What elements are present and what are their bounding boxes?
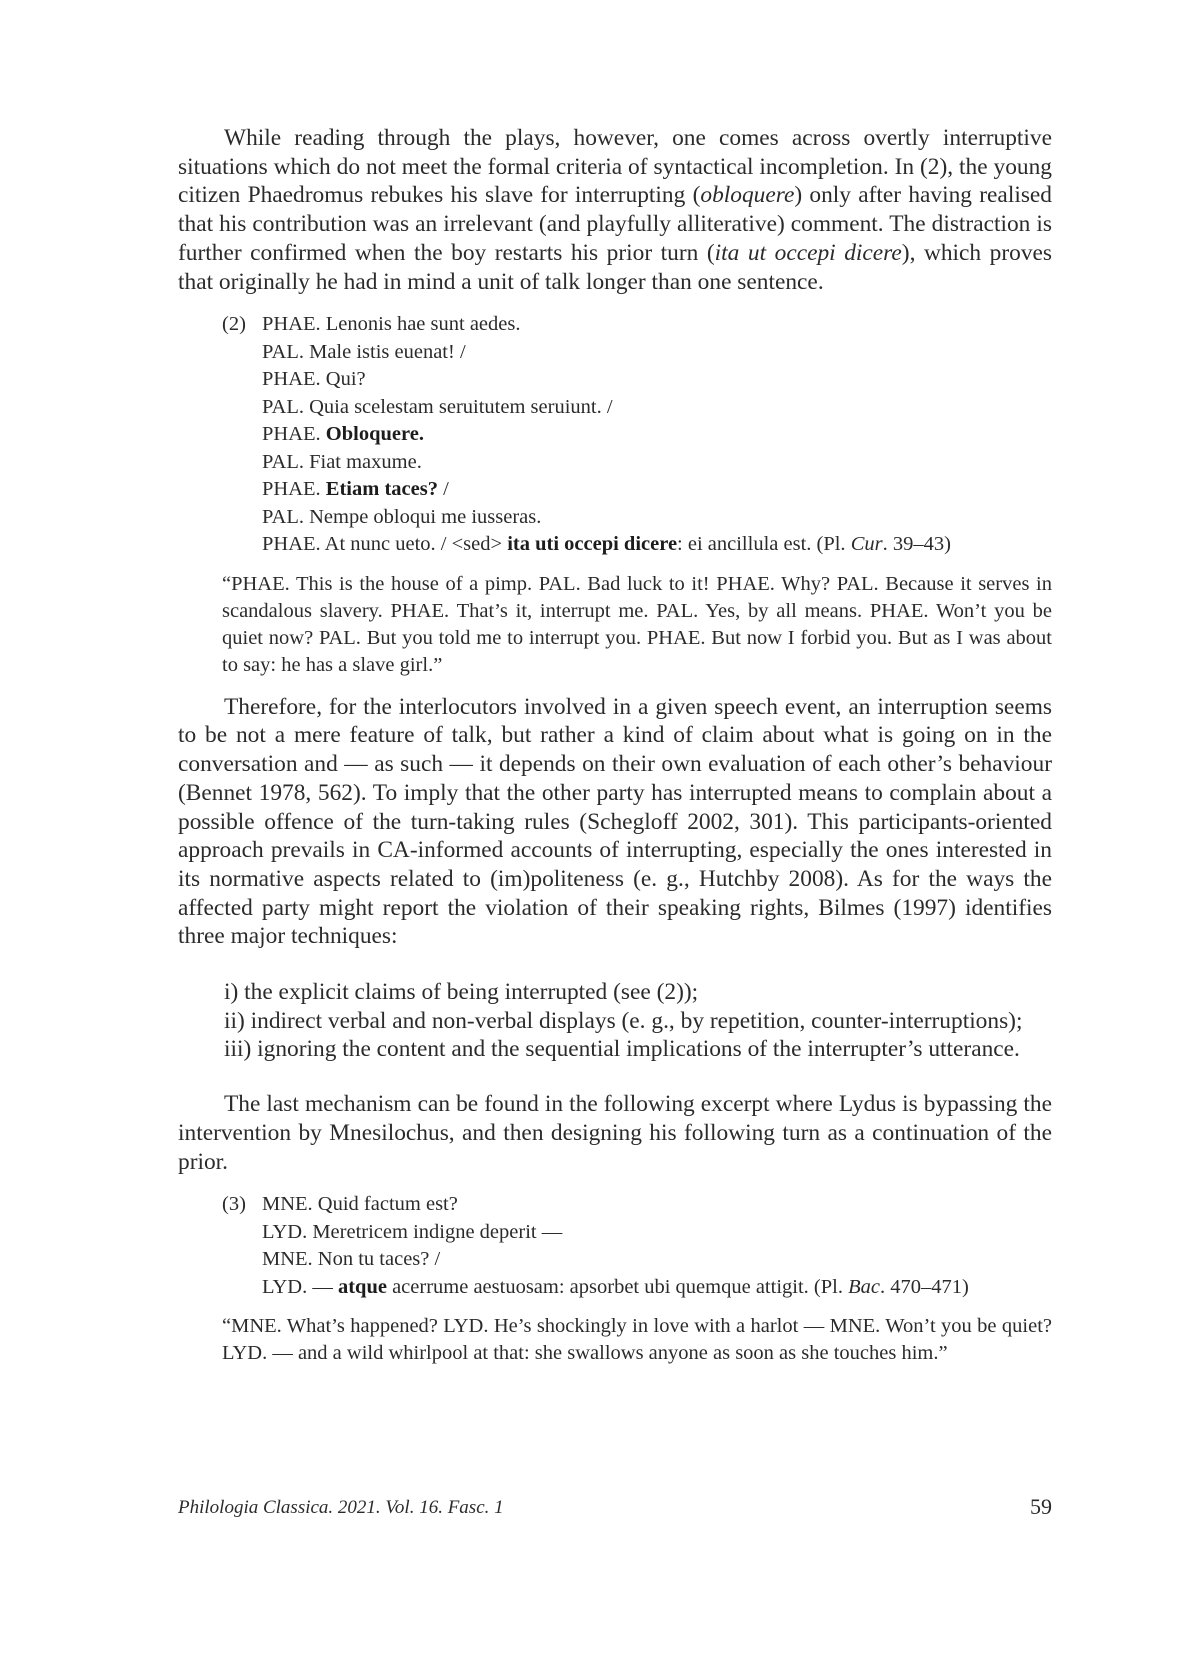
bold-phrase: Obloquere. xyxy=(325,423,424,446)
page-number: 59 xyxy=(1030,1494,1052,1519)
bold-phrase: atque xyxy=(337,1275,387,1298)
example-3 xyxy=(178,1191,1052,1301)
line-text: / xyxy=(437,478,449,501)
line-text: . 470–471) xyxy=(879,1275,969,1298)
techniques-list xyxy=(224,978,1052,1064)
speaker: PHAE. xyxy=(262,478,326,501)
translation-3: “MNE. What’s happened? LYD. He’s shockingly in love with a harlot — MNE. Won’t you be quiet? LYD. — and a wild whirlpool at that: she swallows anyone as soon as she touches him.” xyxy=(222,1315,1052,1365)
dialogue-line: PAL. Fiat maxume. xyxy=(262,450,422,473)
paragraph-text: ), which proves that originally he had in mind a unit of talk longer than one sentence. xyxy=(178,239,1053,295)
line-text: . 39–43) xyxy=(882,533,951,556)
dialogue-line xyxy=(262,476,1052,504)
page-footer xyxy=(178,1494,1052,1519)
line-text: PHAE. At nunc ueto. / <sed> xyxy=(262,533,508,556)
page-body xyxy=(178,124,1052,1367)
dialogue-line: MNE. Quid factum est? xyxy=(262,1193,458,1216)
paragraph-interruption: Therefore, for the interlocutors involved in a given speech event, an interruption seems to be not a mere feature of talk, but rather a kind of claim about what is going on in the conversation and — as such — it depends on their own evaluation of each other’s behaviour (Bennet 1978, 562). To imply that the other party has interrupted means to complain about a possible offence of the turn-taking rules (Schegloff 2002, 301). This participants-oriented approach prevails in CA-informed accounts of interrupting, especially the ones interested in its normative aspects related to (im)politeness (e. g., Hutchby 2008). As for the ways the affected party might report the violation of their speaking rights, Bilmes (1997) identifies three major techniques: xyxy=(178,693,1052,950)
list-item: ii) indirect verbal and non-verbal displays (e. g., by repetition, counter-interruptions); xyxy=(224,1007,1023,1034)
paragraph-text: ) only after having realised that his contribution was an irrelevant (and playfully alliterative) comment. The distraction is further confirmed when the boy restarts his prior turn ( xyxy=(178,182,1052,266)
example-lines xyxy=(222,1191,1052,1301)
dialogue-line: MNE. Non tu taces? / xyxy=(262,1248,441,1271)
dialogue-line: PAL. Male istis euenat! / xyxy=(262,340,466,363)
dialogue-line xyxy=(262,1274,1052,1302)
dialogue-line: PHAE. Qui? xyxy=(262,368,366,391)
dialogue-line: LYD. Meretricem indigne deperit — xyxy=(262,1220,563,1243)
example-number: (3) xyxy=(222,1193,246,1216)
journal-citation: Philologia Classica. 2021. Vol. 16. Fasc. 1 xyxy=(178,1497,504,1518)
line-text: : ei ancillula est. (Pl. xyxy=(677,533,851,556)
italic-title: Cur xyxy=(850,533,883,556)
example-lines xyxy=(222,311,1052,559)
dialogue-line: PAL. Quia scelestam seruitutem seruiunt. / xyxy=(262,395,613,418)
example-number: (2) xyxy=(222,313,246,336)
dialogue-line: PAL. Nempe obloqui me iusseras. xyxy=(262,505,542,528)
translation-2: “PHAE. This is the house of a pimp. PAL. Bad luck to it! PHAE. Why? PAL. Because it serves in scandalous slavery. PHAE. That’s it, interrupt me. PAL. Yes, by all means. PHAE. Won’t you be quiet now? PAL. But you told me to interrupt you. PHAE. But now I forbid you. But as I was about to say: he has a slave girl.” xyxy=(222,572,1052,676)
italic-term: obloquere xyxy=(700,182,795,209)
speaker: PHAE. xyxy=(262,423,326,446)
bold-phrase: ita uti occepi dicere xyxy=(507,533,678,556)
bold-phrase: Etiam taces? xyxy=(325,478,438,501)
list-item: iii) ignoring the content and the sequential implications of the interrupter’s utterance. xyxy=(224,1036,1020,1063)
example-2 xyxy=(178,311,1052,559)
italic-title: Bac xyxy=(848,1275,880,1298)
dialogue-line xyxy=(262,421,1052,449)
paragraph-text: While reading through the plays, however, one comes across overtly interruptive situations which do not meet the formal criteria of syntactical incompletion. In (2), the young citizen Phaedromus rebukes his slave for interrupting ( xyxy=(178,125,1052,209)
line-text: acerrume aestuosam: apsorbet ubi quemque attigit. (Pl. xyxy=(386,1275,849,1298)
paragraph-mechanism: The last mechanism can be found in the following excerpt where Lydus is bypassing the intervention by Mnesilochus, and then designing his following turn as a continuation of the prior. xyxy=(178,1091,1052,1175)
list-item: i) the explicit claims of being interrupted (see (2)); xyxy=(224,979,699,1006)
dialogue-line xyxy=(262,531,1052,559)
speaker: LYD. — xyxy=(262,1275,338,1298)
dialogue-line: PHAE. Lenonis hae sunt aedes. xyxy=(262,313,521,336)
italic-term: ita ut occepi dicere xyxy=(714,239,902,266)
paragraph-intro xyxy=(178,124,1052,296)
